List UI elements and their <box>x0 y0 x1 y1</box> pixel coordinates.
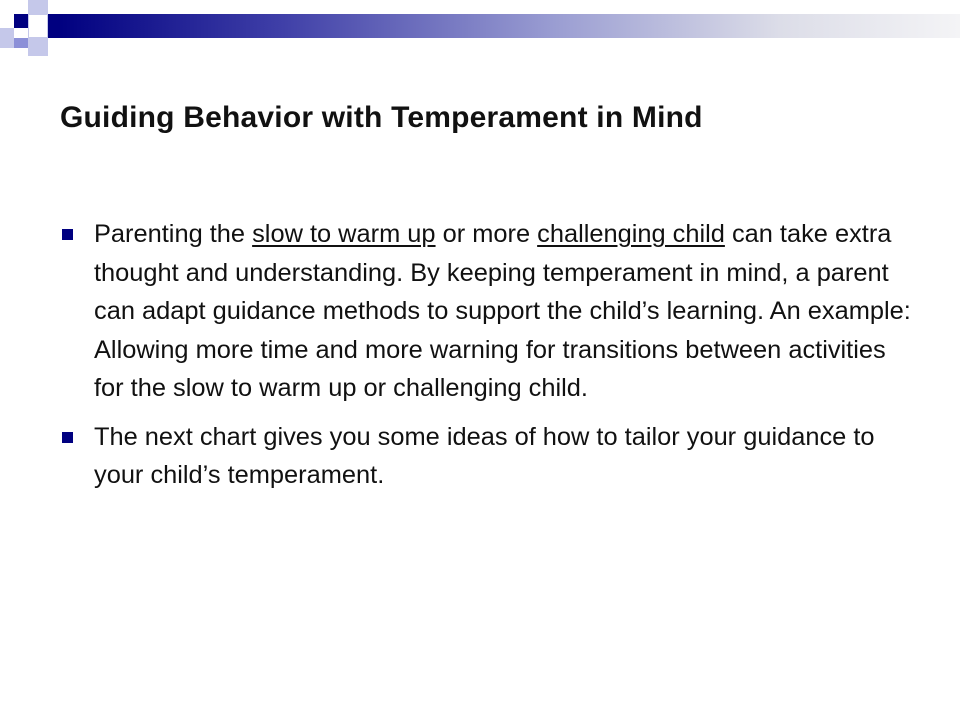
deco-square-mid <box>14 38 28 48</box>
deco-square-light <box>28 0 48 14</box>
slide-title: Guiding Behavior with Temperament in Mind <box>60 101 703 134</box>
square-bullet-icon <box>62 229 73 240</box>
deco-square-light <box>28 38 48 56</box>
underlined-phrase-challenging-child: challenging child <box>537 220 725 248</box>
bullet-item-1 <box>62 215 912 408</box>
bullet-1-text-part3: can take extra thought and understanding. By keeping temperament in mind, a parent can adapt guidance methods to support the child’s learning. An example: Allowing more time and more warning for transitions between activities for the slow to warm up or challenging child. <box>94 220 911 402</box>
bullet-1-text-part1: Parenting the <box>94 220 253 248</box>
deco-square-light <box>0 28 14 48</box>
deco-square-navy <box>14 14 28 28</box>
bullet-item-2 <box>62 418 912 495</box>
underlined-phrase-slow-to-warm-up: slow to warm up <box>252 220 436 248</box>
bullet-1-text-part2: or more <box>435 220 538 248</box>
top-gradient-bar <box>58 14 960 38</box>
deco-square-outline <box>28 14 48 38</box>
bullet-list <box>62 215 912 505</box>
square-bullet-icon <box>62 432 73 443</box>
deco-square-navy <box>48 14 58 38</box>
bullet-2-text: The next chart gives you some ideas of how to tailor your guidance to your child’s temperament. <box>94 422 875 489</box>
